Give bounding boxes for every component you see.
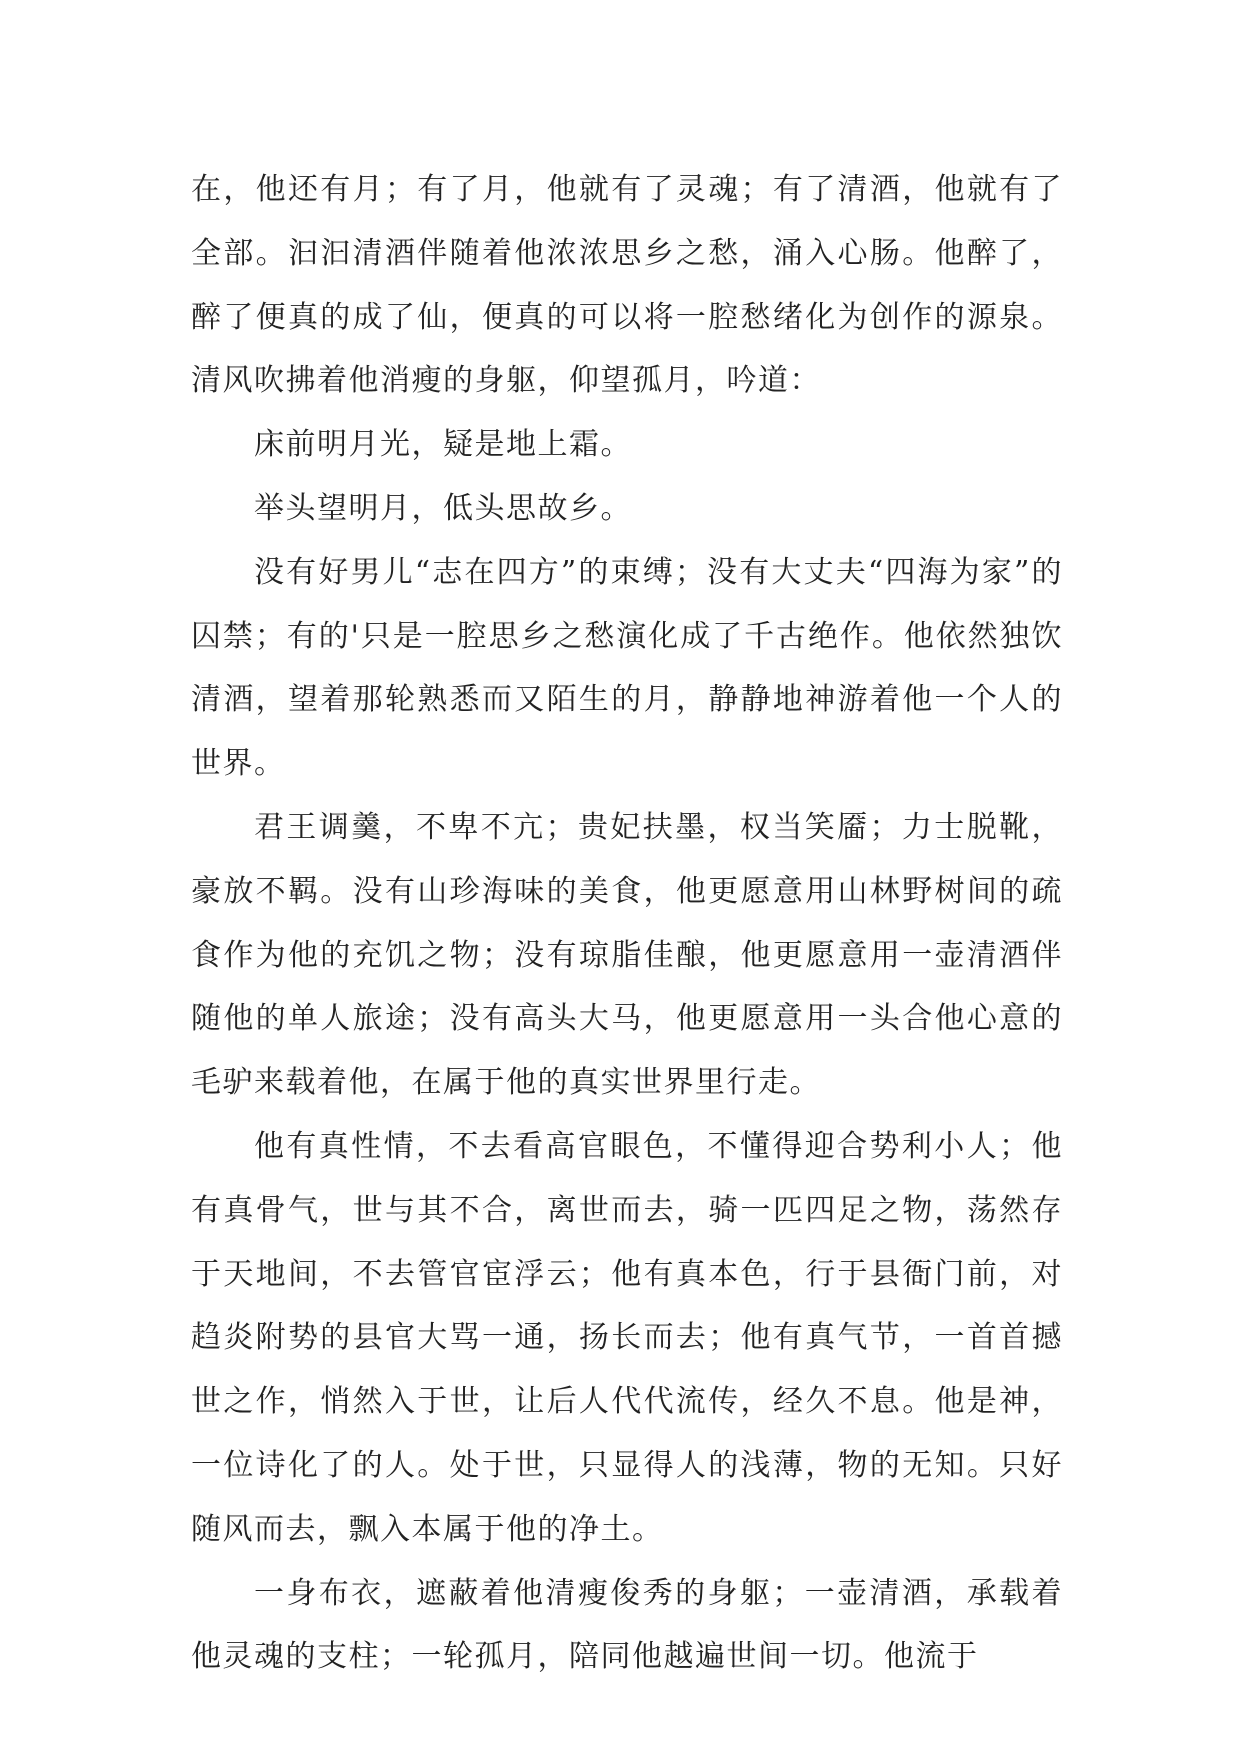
paragraph: 君王调羹，不卑不亢；贵妃扶墨，权当笑靥；力士脱靴，豪放不羁。没有山珍海味的美食，他更愿意用山林野树间的疏食作为他的充饥之物；没有琼脂佳酿，他更愿意用一壶清酒伴随他的单人旅途；没有高头大马，他更愿意用一头合他心意的毛驴来载着他，在属于他的真实世界里行走。 xyxy=(191,809,1063,1101)
paragraph: 没有好男儿“志在四方”的束缚；没有大丈夫“四海为家”的囚禁；有的'只是一腔思乡之愁演化成了千古绝作。他依然独饮清酒，望着那轮熟悉而又陌生的月，静静地神游着他一个人的世界。 xyxy=(191,554,1063,782)
paragraph: 他有真性情，不去看高官眼色，不懂得迎合势利小人；他有真骨气，世与其不合，离世而去，骑一匹四足之物，荡然存于天地间，不去管官宦浮云；他有真本色，行于县衙门前，对趋炎附势的县官大骂一通，扬长而去；他有真气节，一首首撼世之作，悄然入于世，让后人代代流传，经久不息。他是神，一位诗化了的人。处于世，只显得人的浅薄，物的无知。只好随风而去，飘入本属于他的净土。 xyxy=(191,1128,1063,1547)
paragraph-continuation: 在，他还有月；有了月，他就有了灵魂；有了清酒，他就有了全部。汩汩清酒伴随着他浓浓思乡之愁，涌入心肠。他醉了，醉了便真的成了仙，便真的可以将一腔愁绪化为创作的源泉。清风吹拂着他消瘦的身躯，仰望孤月，吟道： xyxy=(191,172,1063,399)
paragraph: 一身布衣，遮蔽着他清瘦俊秀的身躯；一壶清酒，承载着他灵魂的支柱；一轮孤月，陪同他越遍世间一切。他流于 xyxy=(191,1575,1063,1675)
body-text xyxy=(191,158,1063,1689)
poem-line-2: 举头望明月，低头思故乡。 xyxy=(254,490,632,526)
poem-line-1: 床前明月光，疑是地上霜。 xyxy=(254,427,632,463)
